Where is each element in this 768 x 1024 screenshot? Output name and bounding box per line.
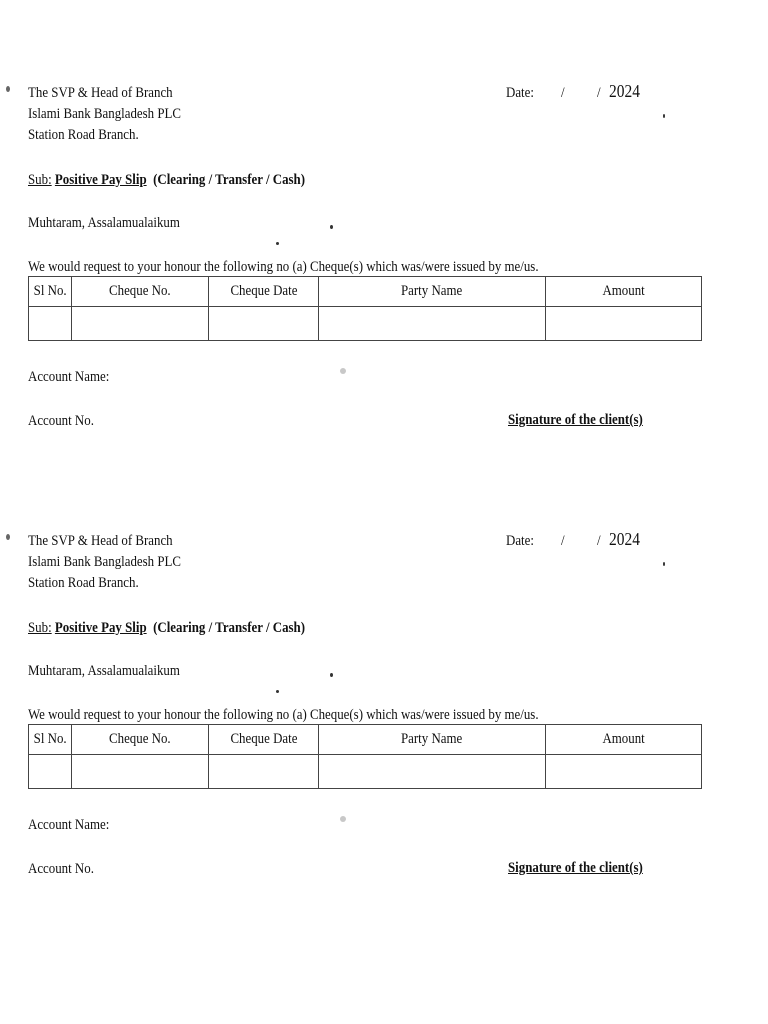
header-cheque-no: Cheque No. <box>72 277 209 307</box>
cell-cheque-date[interactable] <box>209 307 319 341</box>
scan-speck <box>330 673 333 677</box>
subject-title: Positive Pay Slip <box>54 620 147 636</box>
scan-speck <box>6 534 10 540</box>
header-sl-no: Sl No. <box>29 725 72 755</box>
header-cheque-no: Cheque No. <box>72 725 209 755</box>
table-header-row <box>29 277 702 307</box>
header-cheque-date: Cheque Date <box>209 725 319 755</box>
date-year: 2024 <box>609 529 640 549</box>
scan-speck <box>6 86 10 92</box>
header-cheque-date: Cheque Date <box>209 277 319 307</box>
cell-sl-no[interactable] <box>29 755 72 789</box>
header-party-name: Party Name <box>319 725 546 755</box>
scan-speck <box>330 225 333 229</box>
subject-line <box>28 171 305 189</box>
subject-prefix: Sub: <box>28 620 52 636</box>
request-text: We would request to your honour the following no (a) Cheque(s) which was/were issued by me/us. <box>28 259 539 275</box>
scan-speck <box>663 114 665 118</box>
addressee-line-3: Station Road Branch. <box>28 575 139 591</box>
table-header-row <box>29 725 702 755</box>
scan-speck <box>663 562 665 566</box>
scan-speck <box>276 690 279 693</box>
scan-speck <box>340 816 346 822</box>
date-year: 2024 <box>609 81 640 101</box>
account-name-label: Account Name: <box>28 369 110 385</box>
addressee-line-1: The SVP & Head of Branch <box>28 85 173 101</box>
date-label: Date: <box>506 85 534 101</box>
addressee-line-3: Station Road Branch. <box>28 127 139 143</box>
table-row <box>29 307 702 341</box>
subject-title: Positive Pay Slip <box>54 172 147 188</box>
date-separator-2: / <box>597 85 601 101</box>
date-label: Date: <box>506 533 534 549</box>
positive-pay-slip-1 <box>0 0 768 448</box>
greeting: Muhtaram, Assalamualaikum <box>28 215 180 231</box>
header-party-name: Party Name <box>319 277 546 307</box>
cheque-table <box>28 276 702 341</box>
cheque-table <box>28 724 702 789</box>
subject-prefix: Sub: <box>28 172 52 188</box>
header-sl-no: Sl No. <box>29 277 72 307</box>
scan-speck <box>276 242 279 245</box>
header-amount: Amount <box>546 277 702 307</box>
request-text: We would request to your honour the following no (a) Cheque(s) which was/were issued by me/us. <box>28 707 539 723</box>
date-separator-1: / <box>561 533 565 549</box>
signature-label: Signature of the client(s) <box>508 412 643 428</box>
cell-cheque-no[interactable] <box>72 307 209 341</box>
addressee-line-2: Islami Bank Bangladesh PLC <box>28 106 181 122</box>
account-no-label: Account No. <box>28 413 94 429</box>
subject-modes: (Clearing / Transfer / Cash) <box>153 172 306 188</box>
date-separator-1: / <box>561 85 565 101</box>
date-separator-2: / <box>597 533 601 549</box>
addressee-line-2: Islami Bank Bangladesh PLC <box>28 554 181 570</box>
header-amount: Amount <box>546 725 702 755</box>
positive-pay-slip-2 <box>0 448 768 896</box>
greeting: Muhtaram, Assalamualaikum <box>28 663 180 679</box>
subject-line <box>28 619 305 637</box>
cell-amount[interactable] <box>546 307 702 341</box>
cell-amount[interactable] <box>546 755 702 789</box>
table-row <box>29 755 702 789</box>
addressee-line-1: The SVP & Head of Branch <box>28 533 173 549</box>
cell-sl-no[interactable] <box>29 307 72 341</box>
subject-modes: (Clearing / Transfer / Cash) <box>153 620 306 636</box>
account-name-label: Account Name: <box>28 817 110 833</box>
cell-party-name[interactable] <box>319 307 546 341</box>
cell-party-name[interactable] <box>319 755 546 789</box>
signature-label: Signature of the client(s) <box>508 860 643 876</box>
cell-cheque-no[interactable] <box>72 755 209 789</box>
account-no-label: Account No. <box>28 861 94 877</box>
cell-cheque-date[interactable] <box>209 755 319 789</box>
scan-speck <box>340 368 346 374</box>
